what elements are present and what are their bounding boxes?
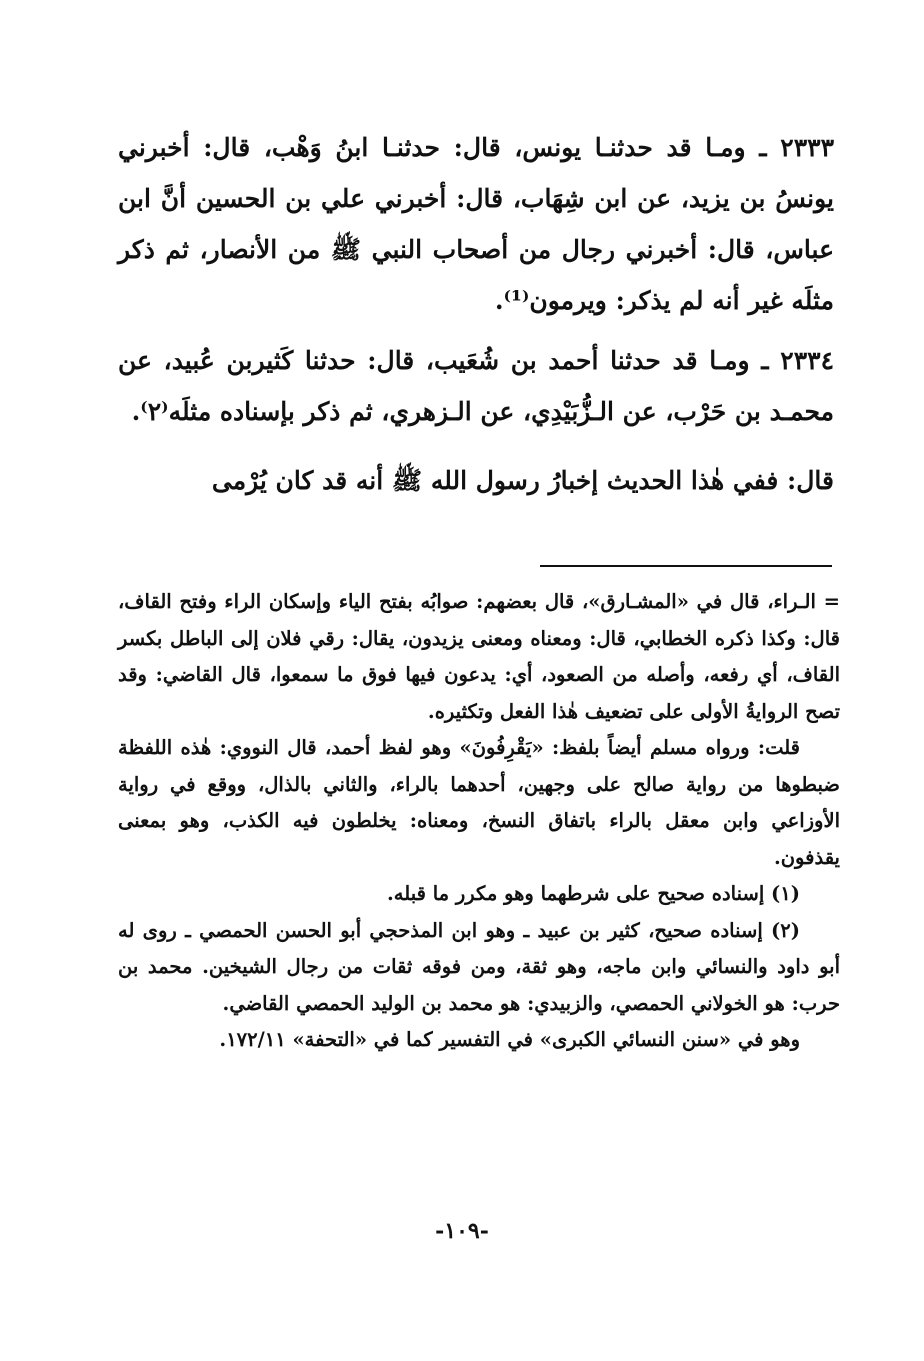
footnote-continuation: = الـراء، قال في «المشـارق»، قال بعضهم: صوابُه بفتح الياء وإسكان الراء وفتح القاف، قال: وكذا ذكره الخطابي، قال: ومعناه ومعنى يزيدون، يقال: رقي فلان إلى الباطل بكسر القاف، أي رفعه، وأصله من الصعود، أي: يدعون فيها فوق ما سمعوا، قال القاضي: وقد تصح الروايةُ الأولى على تضعيف هٰذا الفعل وتكثيره. xyxy=(118,590,840,723)
hadith-2334: ٢٣٣٤ ـ ومـا قد حدثنا أحمد بن شُعَيب، قال: حدثنا كَثيربن عُبيد، عن محمـد بن حَرْب، عن الـزُّبَيْدِي، عن الـزهري، ثم ذكر بإسناده مثلَه⁽٢⁾. xyxy=(118,346,834,426)
footnotes xyxy=(118,584,840,1059)
commentary-paragraph: قال: ففي هٰذا الحديث إخبارُ رسول الله ﷺ أنه قد كان يُرْمى xyxy=(211,466,834,495)
footnote-separator xyxy=(540,565,832,567)
page-number: -١٠٩- xyxy=(435,1218,489,1244)
footnote-2: (٢) إسناده صحيح، كثير بن عبيد ـ وهو ابن المذحجي أبو الحسن الحمصي ـ روى له أبو داود والنسائي وابن ماجه، وهو ثقة، ومن فوقه ثقات من رجال الشيخين. محمد بن حرب: هو الخولاني الحمصي، والزبيدي: هو محمد بن الوليد الحمصي القاضي. xyxy=(118,918,840,1015)
hadith-2333: ٢٣٣٣ ـ ومـا قد حدثنـا يونس، قال: حدثنـا ابنُ وَهْب، قال: أخبرني يونسُ بن يزيد، عن ابن شِهَاب، قال: أخبرني علي بن الحسين أنَّ ابن عباس، قال: أخبرني رجال من أصحاب النبي ﷺ من الأنصار، ثم ذكر مثلَه غير أنه لم يذكر: ويرمون⁽¹⁾. xyxy=(118,133,834,315)
footnote-1: (١) إسناده صحيح على شرطهما وهو مكرر ما قبله. xyxy=(387,882,800,905)
footnote-comment: قلت: ورواه مسلم أيضاً بلفظ: «يَقْرِفُونَ» وهو لفظ أحمد، قال النووي: هٰذه اللفظة ضبطوها من رواية صالح على وجهين، أحدهما بالراء، والثاني بالذال، ووقع في رواية الأوزاعي وابن معقل بالراء باتفاق النسخ، ومعناه: يخلطون فيه الكذب، وهو بمعنى يقذفون. xyxy=(118,736,840,869)
main-text xyxy=(118,122,834,506)
footnote-2-source: وهو في «سنن النسائي الكبرى» في التفسير كما في «التحفة» ١٧٢/١١. xyxy=(219,1028,800,1051)
